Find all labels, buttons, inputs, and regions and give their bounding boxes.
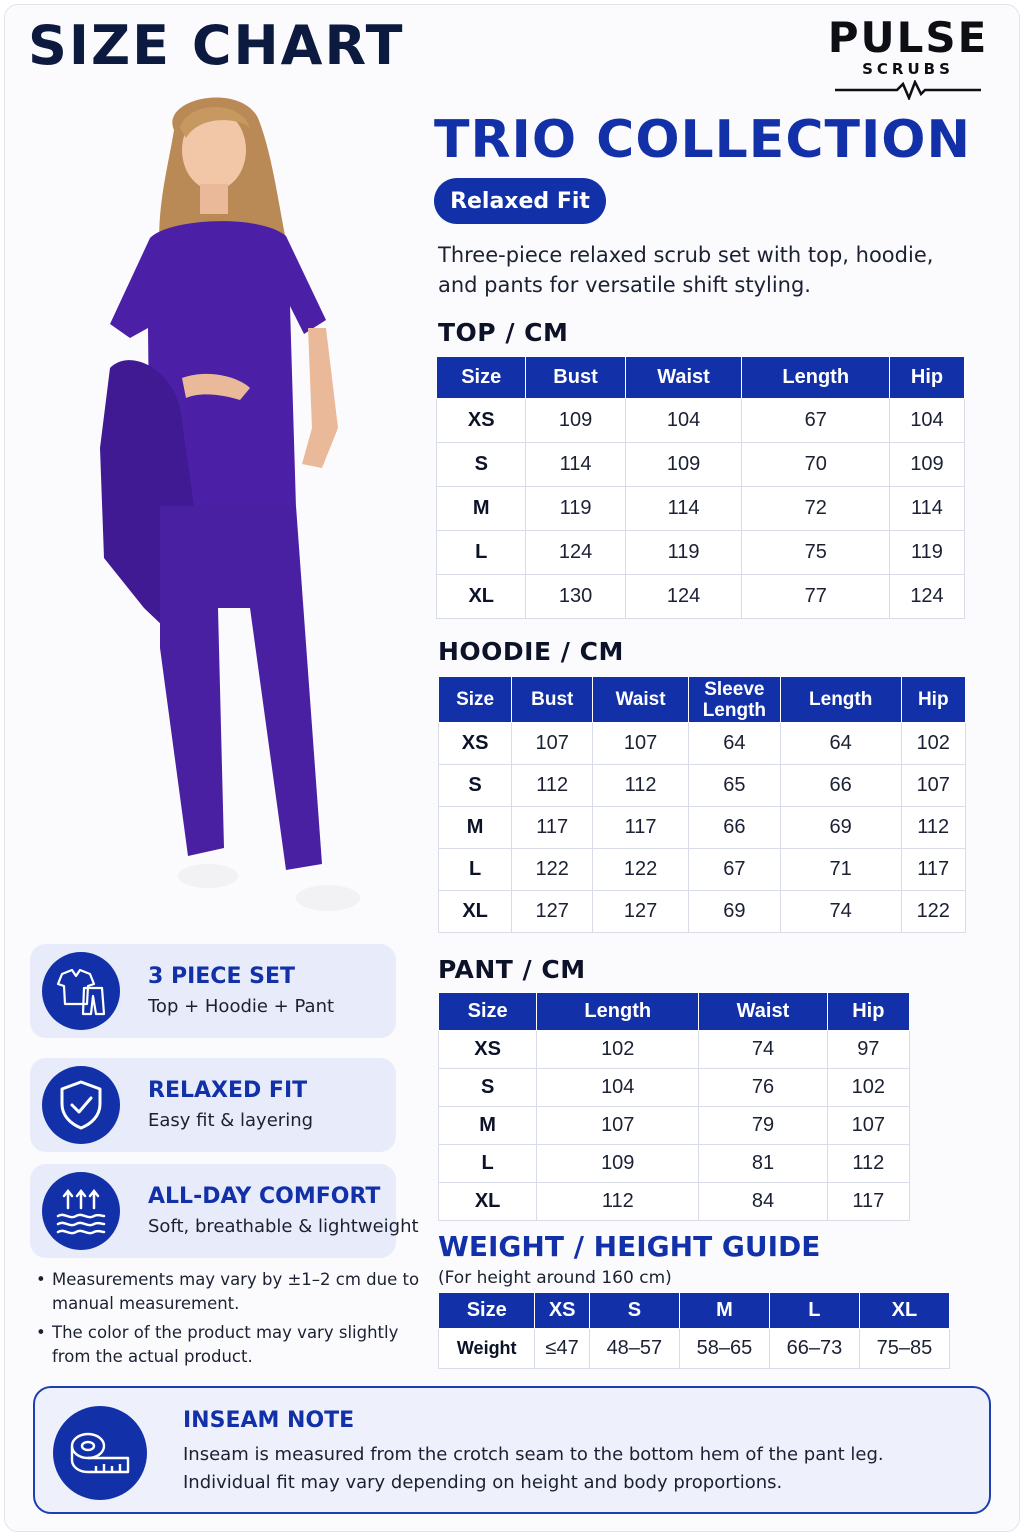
table-cell: 84	[699, 1183, 827, 1221]
inseam-note-box	[33, 1386, 991, 1514]
table-row	[439, 1145, 910, 1183]
table-cell: 69	[688, 891, 780, 933]
column-header: M	[679, 1293, 769, 1329]
table-cell: 75	[742, 531, 890, 575]
table-cell: 112	[512, 765, 593, 807]
column-header: Size	[439, 1293, 535, 1329]
inseam-line-2: Individual fit may vary depending on height and body proportions.	[183, 1472, 783, 1493]
pant-size-table	[438, 992, 910, 1221]
table-row	[437, 487, 965, 531]
table-cell: 77	[742, 575, 890, 619]
table-cell: 114	[625, 487, 742, 531]
table-cell: 64	[688, 723, 780, 765]
table-cell: 119	[625, 531, 742, 575]
table-header-row	[439, 993, 910, 1031]
table-cell: 127	[512, 891, 593, 933]
table-cell: 107	[537, 1107, 699, 1145]
table-row	[439, 1107, 910, 1145]
feature-subtitle: Easy fit & layering	[148, 1110, 314, 1131]
model-photo	[90, 88, 370, 938]
inseam-line-1: Inseam is measured from the crotch seam to the bottom hem of the pant leg.	[183, 1444, 884, 1465]
table-cell: 48–57	[589, 1329, 679, 1369]
logo-sub: SCRUBS	[862, 60, 954, 78]
table-cell: 112	[537, 1183, 699, 1221]
collection-description: Three-piece relaxed scrub set with top, hoodie, and pants for versatile shift styling.	[438, 243, 934, 297]
logo-word: PULSE	[827, 13, 989, 62]
top-table-title: TOP / CM	[438, 318, 569, 347]
table-cell: 117	[512, 807, 593, 849]
column-header: L	[769, 1293, 859, 1329]
table-cell: 64	[780, 723, 901, 765]
table-cell: XS	[439, 1031, 537, 1069]
feature-subtitle: Soft, breathable & lightweight	[148, 1216, 419, 1237]
table-cell: M	[439, 807, 512, 849]
table-cell: S	[439, 1069, 537, 1107]
table-cell: 122	[512, 849, 593, 891]
table-cell: 104	[537, 1069, 699, 1107]
column-header: Waist	[593, 677, 689, 723]
table-cell: 67	[742, 399, 890, 443]
table-cell: 58–65	[679, 1329, 769, 1369]
column-header: Size	[439, 993, 537, 1031]
pant-table-title: PANT / CM	[438, 955, 586, 984]
table-row	[439, 891, 966, 933]
table-cell: 107	[901, 765, 966, 807]
scrubs-set-icon	[42, 952, 120, 1030]
table-row	[439, 849, 966, 891]
table-cell: L	[439, 849, 512, 891]
table-cell: 112	[901, 807, 966, 849]
table-row	[437, 443, 965, 487]
table-cell: 114	[526, 443, 625, 487]
note-item: • The color of the product may vary slightly from the actual product.	[36, 1321, 426, 1369]
table-cell: 69	[780, 807, 901, 849]
table-header-row	[439, 677, 966, 723]
table-cell: 72	[742, 487, 890, 531]
table-cell: 107	[512, 723, 593, 765]
table-header-row	[437, 357, 965, 399]
breathable-waves-icon	[42, 1172, 120, 1250]
table-cell: 107	[827, 1107, 909, 1145]
table-cell: 122	[901, 891, 966, 933]
table-cell: ≤47	[535, 1329, 589, 1369]
weight-guide-subtitle: (For height around 160 cm)	[438, 1268, 672, 1288]
table-row	[439, 1329, 950, 1369]
column-header: Length	[780, 677, 901, 723]
table-row	[437, 531, 965, 575]
column-header: Length	[742, 357, 890, 399]
column-header: Bust	[526, 357, 625, 399]
hoodie-size-table	[438, 676, 966, 933]
table-cell: 79	[699, 1107, 827, 1145]
table-cell: 74	[699, 1031, 827, 1069]
table-row	[439, 1031, 910, 1069]
table-cell: Weight	[439, 1329, 535, 1369]
table-cell: 119	[890, 531, 965, 575]
table-cell: 127	[593, 891, 689, 933]
table-cell: XL	[437, 575, 526, 619]
table-cell: L	[439, 1145, 537, 1183]
table-cell: 109	[537, 1145, 699, 1183]
table-cell: XS	[439, 723, 512, 765]
table-cell: S	[437, 443, 526, 487]
fit-badge: Relaxed Fit	[434, 178, 606, 224]
table-cell: 104	[890, 399, 965, 443]
table-cell: 117	[901, 849, 966, 891]
weight-guide-table	[438, 1292, 950, 1369]
table-cell: 114	[890, 487, 965, 531]
table-cell: 122	[593, 849, 689, 891]
table-cell: 76	[699, 1069, 827, 1107]
table-cell: 109	[625, 443, 742, 487]
table-cell: 117	[827, 1183, 909, 1221]
column-header: Length	[537, 993, 699, 1031]
notes-list	[36, 1268, 426, 1374]
shield-check-icon	[42, 1066, 120, 1144]
table-cell: 66	[780, 765, 901, 807]
table-cell: M	[439, 1107, 537, 1145]
table-row	[439, 765, 966, 807]
feature-title: ALL-DAY COMFORT	[148, 1184, 381, 1209]
feature-card-all-day-comfort	[30, 1164, 419, 1258]
column-header: Hip	[827, 993, 909, 1031]
feature-card-3-piece-set	[30, 944, 396, 1038]
column-header: XL	[859, 1293, 949, 1329]
note-item: • Measurements may vary by ±1–2 cm due to manual measurement.	[36, 1268, 426, 1316]
inseam-title: INSEAM NOTE	[183, 1408, 355, 1433]
table-cell: 104	[625, 399, 742, 443]
column-header: Size	[437, 357, 526, 399]
table-row	[439, 807, 966, 849]
column-header: Hip	[901, 677, 966, 723]
table-cell: 74	[780, 891, 901, 933]
column-header: Waist	[625, 357, 742, 399]
column-header: Size	[439, 677, 512, 723]
table-cell: 117	[593, 807, 689, 849]
table-cell: 130	[526, 575, 625, 619]
table-row	[439, 1069, 910, 1107]
top-size-table	[436, 356, 965, 619]
table-row	[437, 575, 965, 619]
table-cell: S	[439, 765, 512, 807]
table-cell: M	[437, 487, 526, 531]
column-header: XS	[535, 1293, 589, 1329]
table-cell: 66	[688, 807, 780, 849]
table-cell: 67	[688, 849, 780, 891]
column-header: S	[589, 1293, 679, 1329]
table-header-row	[439, 1293, 950, 1329]
table-cell: 112	[827, 1145, 909, 1183]
heartbeat-line-icon	[835, 80, 981, 100]
feature-subtitle: Top + Hoodie + Pant	[148, 996, 335, 1017]
column-header: Sleeve Length	[688, 677, 780, 723]
table-row	[439, 1183, 910, 1221]
feature-title: RELAXED FIT	[148, 1078, 308, 1103]
table-row	[439, 723, 966, 765]
page-title: SIZE CHART	[28, 14, 405, 77]
table-cell: XL	[439, 1183, 537, 1221]
table-cell: 65	[688, 765, 780, 807]
table-cell: 109	[526, 399, 625, 443]
table-cell: 70	[742, 443, 890, 487]
column-header: Hip	[890, 357, 965, 399]
table-cell: L	[437, 531, 526, 575]
column-header: Waist	[699, 993, 827, 1031]
table-cell: XL	[439, 891, 512, 933]
feature-card-relaxed-fit	[30, 1058, 396, 1152]
table-cell: 124	[526, 531, 625, 575]
table-cell: 124	[890, 575, 965, 619]
table-cell: 102	[827, 1069, 909, 1107]
table-cell: 81	[699, 1145, 827, 1183]
table-cell: 66–73	[769, 1329, 859, 1369]
table-cell: 109	[890, 443, 965, 487]
column-header: Bust	[512, 677, 593, 723]
table-cell: 107	[593, 723, 689, 765]
table-cell: 75–85	[859, 1329, 949, 1369]
measuring-tape-icon	[53, 1406, 147, 1500]
table-row	[437, 399, 965, 443]
table-cell: XS	[437, 399, 526, 443]
table-cell: 102	[537, 1031, 699, 1069]
feature-title: 3 PIECE SET	[148, 964, 296, 989]
hoodie-table-title: HOODIE / CM	[438, 637, 624, 666]
table-cell: 102	[901, 723, 966, 765]
table-cell: 119	[526, 487, 625, 531]
collection-title: TRIO COLLECTION	[434, 110, 972, 170]
weight-guide-title: WEIGHT / HEIGHT GUIDE	[438, 1230, 821, 1263]
table-cell: 97	[827, 1031, 909, 1069]
table-cell: 112	[593, 765, 689, 807]
table-cell: 124	[625, 575, 742, 619]
brand-logo	[822, 14, 994, 100]
table-cell: 71	[780, 849, 901, 891]
